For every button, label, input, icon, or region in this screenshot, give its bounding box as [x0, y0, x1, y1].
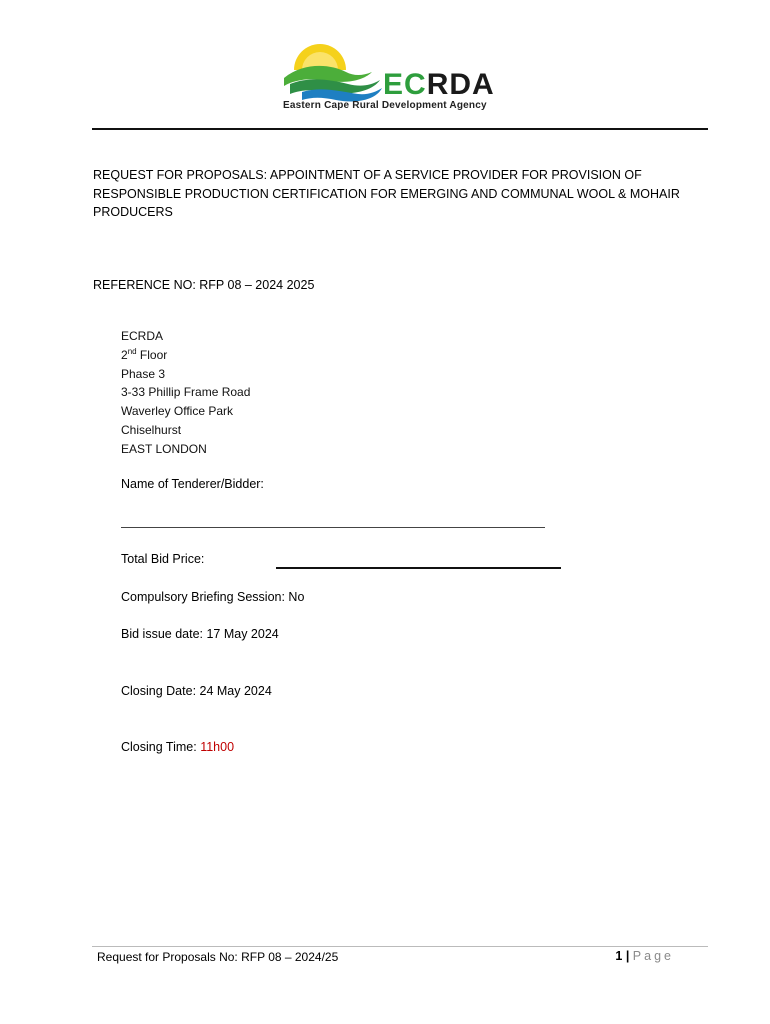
page-word: Page: [632, 949, 674, 963]
address-line: ECRDA: [121, 329, 164, 343]
address-line: Chiselhurst: [121, 422, 182, 437]
address-line: Phase 3: [121, 366, 166, 381]
address-line: EAST LONDON: [121, 441, 207, 456]
document-title: REQUEST FOR PROPOSALS: APPOINTMENT OF A SERVICE PROVIDER FOR PROVISION OF RESPONSIBLE PRODUCTION CERTIFICATION FOR EMERGING AND COMMUNAL WOOL & MOHAIR PRODUCERS: [93, 168, 680, 219]
page-number: 1: [615, 949, 623, 963]
briefing-session: Compulsory Briefing Session: No: [121, 590, 305, 604]
floor-ordinal: nd: [127, 346, 137, 356]
footer-page-indicator: [615, 949, 674, 963]
closing-time-label: Closing Time:: [121, 740, 201, 754]
logo-wordmark: [383, 68, 495, 102]
tenderer-blank-line: [121, 527, 545, 528]
footer-rfp-number: Request for Proposals No: RFP 08 – 2024/25: [97, 950, 339, 964]
floor-word: Floor: [136, 347, 168, 362]
logo-tagline: Eastern Cape Rural Development Agency: [283, 100, 487, 111]
bid-price-blank-line: [276, 567, 561, 569]
bid-price-label: Total Bid Price:: [121, 552, 205, 566]
footer-divider: [92, 946, 708, 947]
address-line: 3-33 Phillip Frame Road: [121, 385, 251, 400]
logo-wordmark-rda: RDA: [426, 68, 495, 101]
closing-time-value: 11h00: [200, 740, 235, 754]
bid-issue-date: Bid issue date: 17 May 2024: [121, 627, 279, 641]
address-line: Waverley Office Park: [121, 404, 234, 419]
reference-number: REFERENCE NO: RFP 08 – 2024 2025: [93, 278, 315, 292]
logo-wordmark-ec: EC: [383, 68, 427, 101]
closing-time: [121, 740, 234, 754]
address-line: [121, 346, 250, 365]
floor-number: 2: [121, 347, 128, 362]
page-separator: |: [622, 949, 633, 963]
header-divider: [92, 128, 708, 130]
closing-date: Closing Date: 24 May 2024: [121, 684, 272, 698]
address-block: [121, 327, 250, 459]
tenderer-label: Name of Tenderer/Bidder:: [121, 477, 264, 491]
